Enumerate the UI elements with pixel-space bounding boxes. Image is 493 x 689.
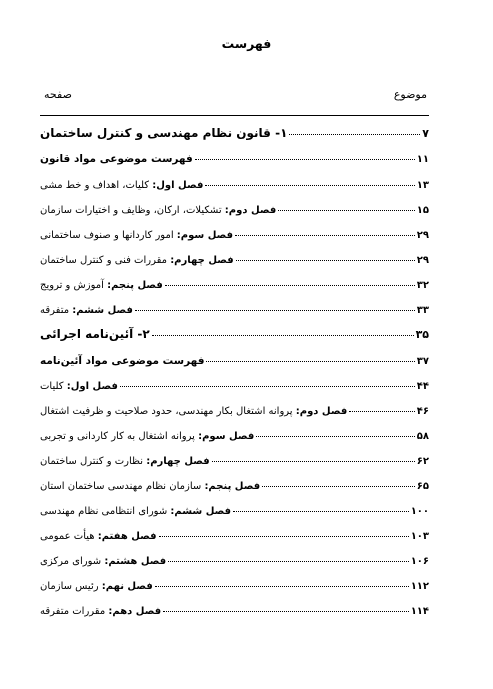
page-number: ۲۹ <box>416 255 429 266</box>
chapter-label: فصل سوم: <box>198 431 255 442</box>
chapter-label: ۲- آئین‌نامه اجرائی <box>40 327 150 341</box>
subject-column-header: موضوع <box>393 88 427 101</box>
chapter-entry <box>40 196 429 216</box>
dot-leader <box>278 209 415 211</box>
dot-leader <box>120 385 415 387</box>
chapter-entry <box>40 547 429 567</box>
page-number: ۴۴ <box>416 381 429 392</box>
header-divider <box>40 115 429 116</box>
page-number: ۱۰۶ <box>410 556 429 567</box>
chapter-title: تشکیلات، ارکان، وظایف و اختیارات سازمان <box>40 205 225 216</box>
chapter-entry <box>40 271 429 291</box>
chapter-entry <box>40 422 429 442</box>
chapter-label: فصل پنجم: <box>107 280 163 291</box>
entry-title <box>40 230 233 241</box>
page-number: ۱۱ <box>416 154 429 165</box>
chapter-label: فصل دوم: <box>224 205 277 216</box>
index-entry <box>40 347 429 367</box>
chapter-title: پروانه اشتغال بکار مهندسی، حدود صلاحیت و ظرفیت اشتغال <box>40 406 296 417</box>
page-number: ۳۵ <box>415 328 429 341</box>
dot-leader <box>289 133 420 135</box>
chapter-title: کلیات، اهداف و خط مشی <box>40 180 153 191</box>
dot-leader <box>256 435 414 437</box>
entry-title <box>40 280 163 291</box>
entry-title <box>40 180 203 191</box>
page-number: ۱۰۳ <box>410 531 429 542</box>
chapter-title: سازمان نظام مهندسی ساختمان استان <box>40 481 205 492</box>
dot-leader <box>163 610 409 612</box>
page-number: ۴۶ <box>416 406 429 417</box>
page-number: ۳۷ <box>416 356 429 367</box>
dot-leader <box>165 284 415 286</box>
chapter-entry <box>40 221 429 241</box>
entry-title <box>40 581 153 592</box>
index-entry <box>40 145 429 165</box>
chapter-title: آموزش و ترویج <box>40 280 108 291</box>
page-number: ۶۲ <box>416 456 429 467</box>
dot-leader <box>233 510 409 512</box>
page-number: ۱۰۰ <box>410 506 429 517</box>
chapter-label: فصل اول: <box>152 180 204 191</box>
page-title: فهرست <box>221 36 272 51</box>
page-number: ۳۲ <box>416 280 429 291</box>
entry-title <box>40 381 118 392</box>
entry-title <box>40 126 287 140</box>
chapter-label: فصل دوم: <box>295 406 348 417</box>
entry-title <box>40 205 276 216</box>
entry-title <box>40 406 347 417</box>
chapter-entry <box>40 296 429 316</box>
chapter-entry <box>40 171 429 191</box>
entry-title <box>40 153 193 165</box>
page-number: ۲۹ <box>416 230 429 241</box>
chapter-label: فهرست موضوعی مواد آئین‌نامه <box>40 355 205 367</box>
chapter-label: فصل نهم: <box>101 581 153 592</box>
entry-title <box>40 606 161 617</box>
entry-title <box>40 481 260 492</box>
dot-leader <box>195 158 415 160</box>
entry-title <box>40 327 150 341</box>
chapter-entry <box>40 397 429 417</box>
entry-title <box>40 305 133 316</box>
entry-title <box>40 255 234 266</box>
chapter-label: ۱- قانون نظام مهندسی و کنترل ساختمان <box>40 126 288 140</box>
dot-leader <box>262 485 415 487</box>
page-number: ۵۸ <box>416 431 429 442</box>
dot-leader <box>236 259 415 261</box>
part-heading <box>40 321 429 341</box>
chapter-label: فصل اول: <box>66 381 118 392</box>
chapter-label: فصل سوم: <box>176 230 234 241</box>
chapter-title: رئیس سازمان <box>40 581 102 592</box>
chapter-title: مقررات متفرقه <box>40 606 109 617</box>
chapter-label: فصل چهارم: <box>146 456 210 467</box>
dot-leader <box>205 184 414 186</box>
chapter-entry <box>40 572 429 592</box>
chapter-label: فصل چهارم: <box>170 255 234 266</box>
dot-leader <box>152 334 414 336</box>
entry-title <box>40 506 231 517</box>
chapter-label: فصل پنجم: <box>204 481 261 492</box>
dot-leader <box>159 535 409 537</box>
page-number: ۷ <box>422 127 429 140</box>
chapter-entry <box>40 522 429 542</box>
chapter-label: فهرست موضوعی مواد قانون <box>40 153 193 165</box>
chapter-title: مقررات فنی و کنترل ساختمان <box>40 255 171 266</box>
entry-title <box>40 431 254 442</box>
chapter-entry <box>40 246 429 266</box>
chapter-entry <box>40 497 429 517</box>
page-number: ۱۵ <box>416 205 429 216</box>
entry-title <box>40 355 204 367</box>
chapter-entry <box>40 597 429 617</box>
chapter-title: شورای انتظامی نظام مهندسی <box>40 506 171 517</box>
entry-title <box>40 556 166 567</box>
dot-leader <box>235 234 415 236</box>
dot-leader <box>155 585 409 587</box>
page-column-header: صفحه <box>44 88 72 101</box>
chapter-label: فصل هشتم: <box>104 556 167 567</box>
chapter-label: فصل ششم: <box>72 305 133 316</box>
entry-title <box>40 531 157 542</box>
page-number: ۳۳ <box>416 305 429 316</box>
dot-leader <box>349 410 415 412</box>
chapter-title: نظارت و کنترل ساختمان <box>40 456 147 467</box>
page-number: ۱۳ <box>416 180 429 191</box>
chapter-label: فصل دهم: <box>108 606 162 617</box>
chapter-title: پروانه اشتغال به کار کاردانی و تجربی <box>40 431 199 442</box>
page-number: ۶۵ <box>416 481 429 492</box>
dot-leader <box>168 560 409 562</box>
chapter-entry <box>40 372 429 392</box>
dot-leader <box>206 360 414 362</box>
entry-title <box>40 456 210 467</box>
chapter-entry <box>40 472 429 492</box>
part-heading <box>40 120 429 140</box>
page-number: ۱۱۲ <box>410 581 429 592</box>
chapter-title: هیأت عمومی <box>40 531 98 542</box>
dot-leader <box>135 309 415 311</box>
page-number: ۱۱۴ <box>410 606 429 617</box>
dot-leader <box>212 460 415 462</box>
chapter-entry <box>40 447 429 467</box>
chapter-title: شورای مرکزی <box>40 556 105 567</box>
chapter-title: امور کاردانها و صنوف ساختمانی <box>40 230 177 241</box>
chapter-title: متفرقه <box>40 305 73 316</box>
chapter-label: فصل ششم: <box>170 506 232 517</box>
chapter-title: کلیات <box>40 381 67 392</box>
chapter-label: فصل هفتم: <box>97 531 157 542</box>
